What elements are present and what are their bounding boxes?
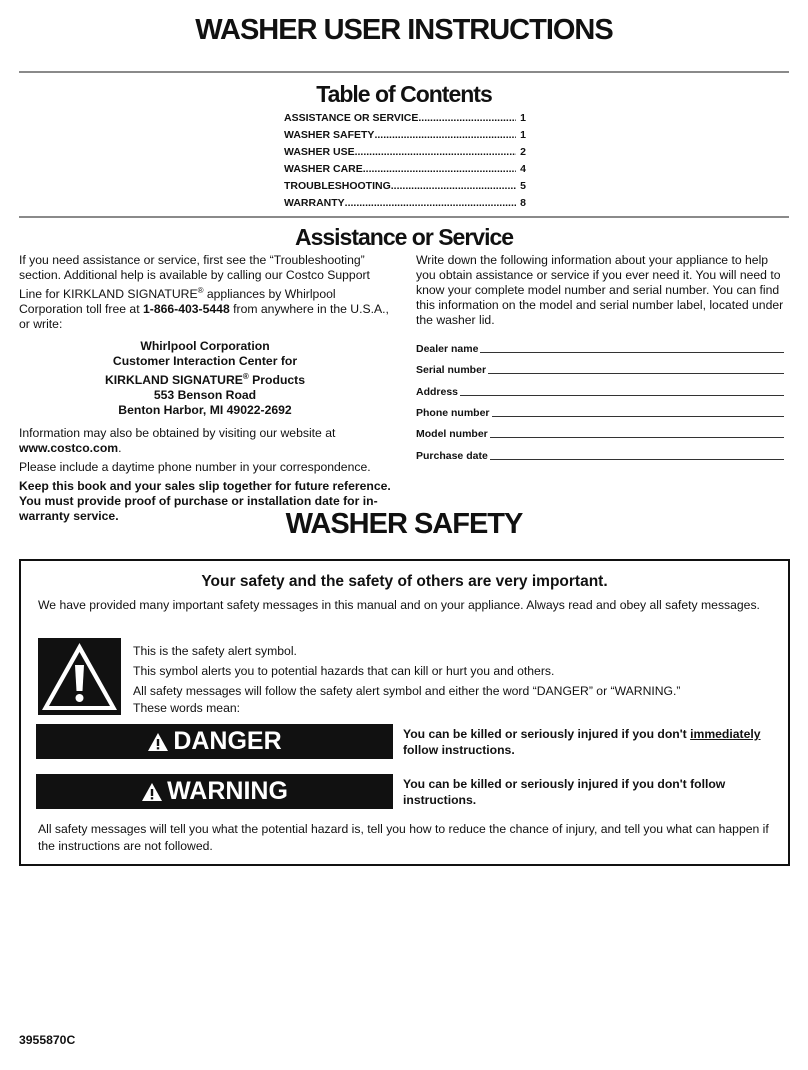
- toc-item[interactable]: [284, 144, 526, 161]
- toc-title: Table of Contents: [316, 81, 492, 107]
- alert-triangle-icon: [141, 782, 163, 802]
- address-field[interactable]: [416, 384, 784, 398]
- table-of-contents: [284, 110, 526, 212]
- website-link[interactable]: www.costco.com: [19, 441, 119, 456]
- field-label: Phone number: [416, 407, 490, 419]
- intro-text: from anywhere in the U.S.A., or write:: [19, 302, 389, 332]
- registered-mark: ®: [242, 372, 249, 382]
- address-line: 553 Benson Road: [153, 388, 257, 403]
- washer-safety-title: WASHER SAFETY: [285, 508, 523, 540]
- toc-item[interactable]: [284, 110, 526, 127]
- toc-item[interactable]: [284, 195, 526, 212]
- toc-leader: [391, 178, 516, 195]
- field-blank: [488, 373, 784, 374]
- address-line: Customer Interaction Center for: [112, 354, 298, 369]
- danger-text: follow instructions.: [403, 743, 515, 757]
- toc-leader: [345, 195, 516, 212]
- safety-heading: Your safety and the safety of others are very important.: [201, 573, 608, 590]
- danger-label: DANGER: [173, 727, 282, 755]
- warning-meaning: You can be killed or seriously injured if you don't follow instructions.: [403, 777, 726, 807]
- field-blank: [492, 416, 784, 417]
- toc-item-page: 2: [520, 146, 526, 158]
- alert-explanation: [133, 641, 773, 715]
- danger-text: You can be killed or seriously injured if you don't: [403, 727, 691, 741]
- field-label: Dealer name: [416, 343, 479, 355]
- website-text: .: [118, 441, 122, 456]
- field-label: Model number: [416, 428, 488, 440]
- safety-footer: All safety messages will tell you what the potential hazard is, tell you how to reduce the chance of injury, and tell you what can happen if the instructions are not followed.: [38, 822, 769, 853]
- toc-leader: [355, 144, 517, 161]
- warning-label: WARNING: [167, 777, 288, 805]
- toc-leader: [374, 127, 516, 144]
- toc-item[interactable]: [284, 127, 526, 144]
- registered-mark: ®: [197, 286, 204, 295]
- safety-intro: We have provided many important safety messages in this manual and on your appliance. Always read and obey all safety messages.: [38, 598, 760, 612]
- document-number: 3955870C: [19, 1033, 76, 1047]
- safety-box: [19, 559, 790, 866]
- toc-item-page: 1: [520, 112, 526, 124]
- toc-item-page: 5: [520, 180, 526, 192]
- alert-line: These words mean:: [133, 701, 241, 715]
- toc-item-label: WASHER SAFETY: [284, 129, 375, 141]
- serial-number-field[interactable]: [416, 362, 784, 376]
- divider: [19, 71, 789, 73]
- danger-signal-word: [36, 724, 393, 759]
- danger-emphasis: immediately: [690, 727, 761, 741]
- field-blank: [490, 437, 784, 438]
- field-label: Purchase date: [416, 450, 488, 462]
- address-line: Benton Harbor, MI 49022-2692: [118, 403, 292, 418]
- phone-number-field[interactable]: [416, 405, 784, 419]
- intro-text: If you need assistance or service, first see the “Troubleshooting” section. Additional help is available by calling our Costco Support Line for KIRKLAND SIGNATURE: [19, 253, 370, 302]
- warning-signal-word: [36, 774, 393, 809]
- divider: [19, 216, 789, 218]
- toc-item-label: ASSISTANCE OR SERVICE: [284, 112, 419, 124]
- danger-meaning: [403, 726, 783, 758]
- toc-leader: [418, 110, 516, 127]
- assistance-intro: [19, 253, 391, 332]
- toc-item-label: TROUBLESHOOTING: [284, 180, 391, 192]
- mailing-address: [19, 339, 391, 418]
- alert-triangle-icon: [147, 732, 169, 752]
- phone-note: Please include a daytime phone number in your correspondence.: [19, 460, 371, 475]
- keep-note: Keep this book and your sales slip together for future reference. You must provide proof of purchase or installation date for in-warranty service.: [19, 479, 391, 524]
- toc-item-page: 1: [520, 129, 526, 141]
- model-number-field[interactable]: [416, 426, 784, 440]
- field-blank: [490, 459, 784, 460]
- toc-item-label: WASHER USE: [284, 146, 355, 158]
- address-text: KIRKLAND SIGNATURE: [104, 373, 243, 388]
- toc-item-label: WARRANTY: [284, 197, 345, 209]
- intro-text: appliances by Whirlpool Corporation toll free at: [19, 287, 336, 317]
- website-text: Information may also be obtained by visiting our website at: [19, 426, 336, 441]
- toc-item[interactable]: [284, 161, 526, 178]
- address-line: Whirlpool Corporation: [140, 339, 270, 354]
- alert-line: All safety messages will follow the safety alert symbol and either the word “DANGER” or “WARNING.”: [133, 684, 681, 698]
- field-label: Serial number: [416, 364, 487, 376]
- field-blank: [460, 395, 784, 396]
- website-note: [19, 426, 391, 456]
- dealer-name-field[interactable]: [416, 341, 784, 355]
- toc-item[interactable]: [284, 178, 526, 195]
- assistance-title: Assistance or Service: [294, 224, 514, 250]
- page-title: WASHER USER INSTRUCTIONS: [195, 14, 613, 46]
- toc-leader: [363, 161, 516, 178]
- assistance-left-column: [19, 253, 391, 524]
- record-info-intro: Write down the following information about your appliance to help you obtain assistance or service if you ever need it. You will need to know your complete model number and serial number. You can find this information on the model and serial number label, located under the washer lid.: [416, 253, 784, 327]
- alert-line: This is the safety alert symbol.: [133, 644, 297, 658]
- assistance-right-column: [416, 253, 788, 328]
- address-text: Products: [248, 373, 306, 388]
- purchase-date-field[interactable]: [416, 448, 784, 462]
- toc-item-page: 4: [520, 163, 526, 175]
- support-phone: 1-866-403-5448: [142, 302, 230, 317]
- alert-line: This symbol alerts you to potential hazards that can kill or hurt you and others.: [133, 664, 555, 678]
- field-label: Address: [416, 386, 459, 398]
- field-blank: [480, 352, 784, 353]
- address-line: [19, 369, 391, 388]
- toc-item-label: WASHER CARE: [284, 163, 363, 175]
- toc-item-page: 8: [520, 197, 526, 209]
- safety-alert-icon: [38, 638, 121, 715]
